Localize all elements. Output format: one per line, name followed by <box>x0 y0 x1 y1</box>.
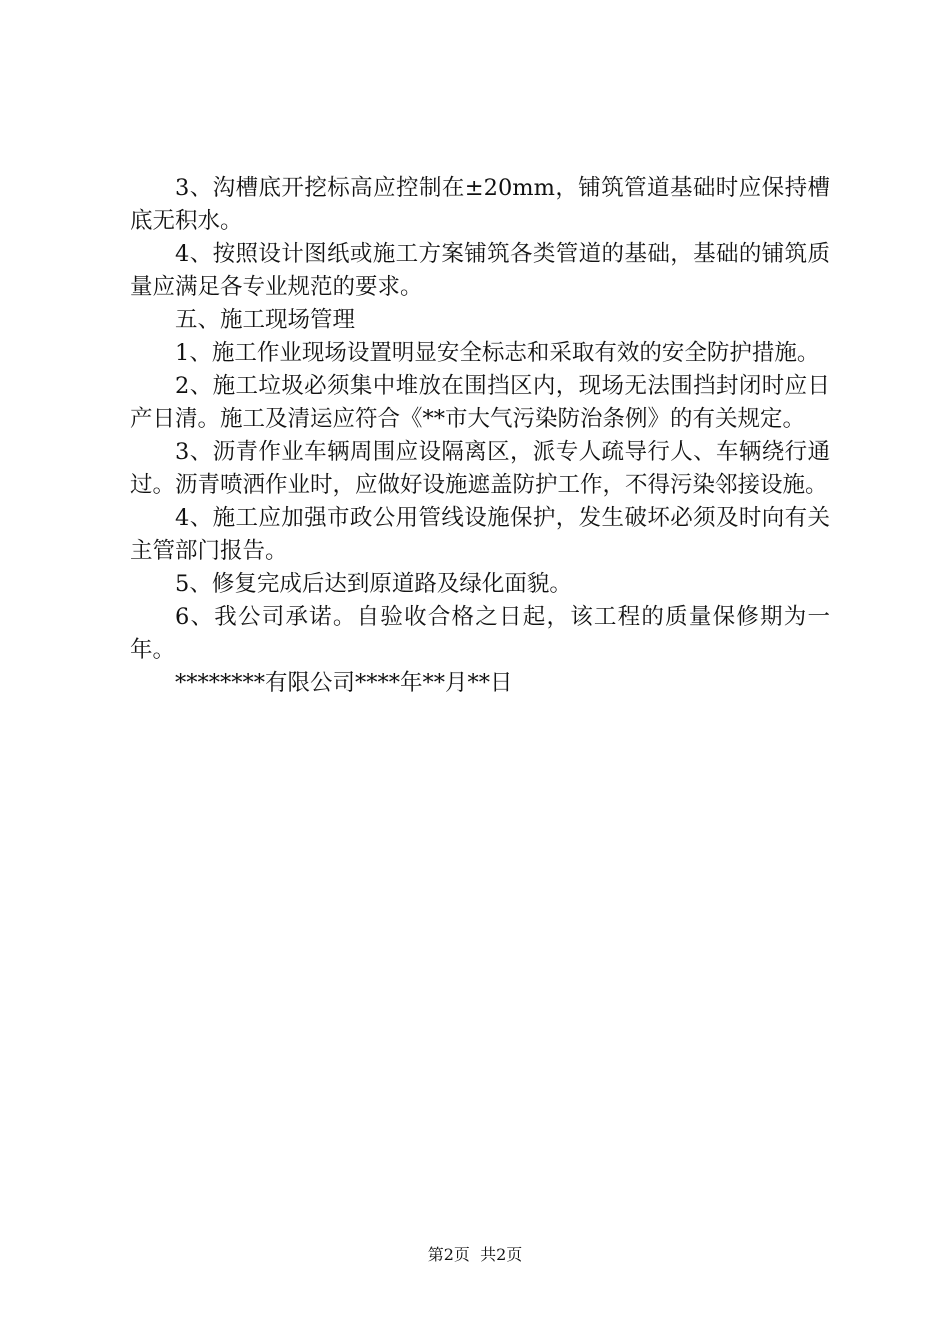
section-heading-site-management: 五、施工现场管理 <box>175 307 356 333</box>
paragraph-trench-elevation: 3、沟槽底开挖标高应控制在±20mm，铺筑管道基础时应保持槽底无积水。 <box>130 175 830 234</box>
paragraph-pipeline-protection: 4、施工应加强市政公用管线设施保护，发生破坏必须及时向有关主管部门报告。 <box>130 505 830 564</box>
paragraph-restoration: 5、修复完成后达到原道路及绿化面貌。 <box>175 571 572 597</box>
paragraph-pipe-foundation: 4、按照设计图纸或施工方案铺筑各类管道的基础，基础的铺筑质量应满足各专业规范的要求。 <box>130 241 830 300</box>
page-footer <box>0 1244 950 1266</box>
paragraph-construction-waste: 2、施工垃圾必须集中堆放在围挡区内，现场无法围挡封闭时应日产日清。施工及清运应符合《**市大气污染防治条例》的有关规定。 <box>130 373 830 432</box>
page-total: 共2页 <box>480 1245 523 1264</box>
page-number: 第2页 <box>427 1245 470 1264</box>
paragraph-warranty: 6、我公司承诺。自验收合格之日起，该工程的质量保修期为一年。 <box>130 604 830 663</box>
paragraph-safety-signs: 1、施工作业现场设置明显安全标志和采取有效的安全防护措施。 <box>175 340 820 366</box>
signature-line: ********有限公司****年**月**日 <box>175 670 513 696</box>
footer-separator <box>470 1245 480 1264</box>
document-body <box>130 172 830 700</box>
paragraph-asphalt-work: 3、沥青作业车辆周围应设隔离区，派专人疏导行人、车辆绕行通过。沥青喷洒作业时，应做好设施遮盖防护工作，不得污染邻接设施。 <box>130 439 830 498</box>
